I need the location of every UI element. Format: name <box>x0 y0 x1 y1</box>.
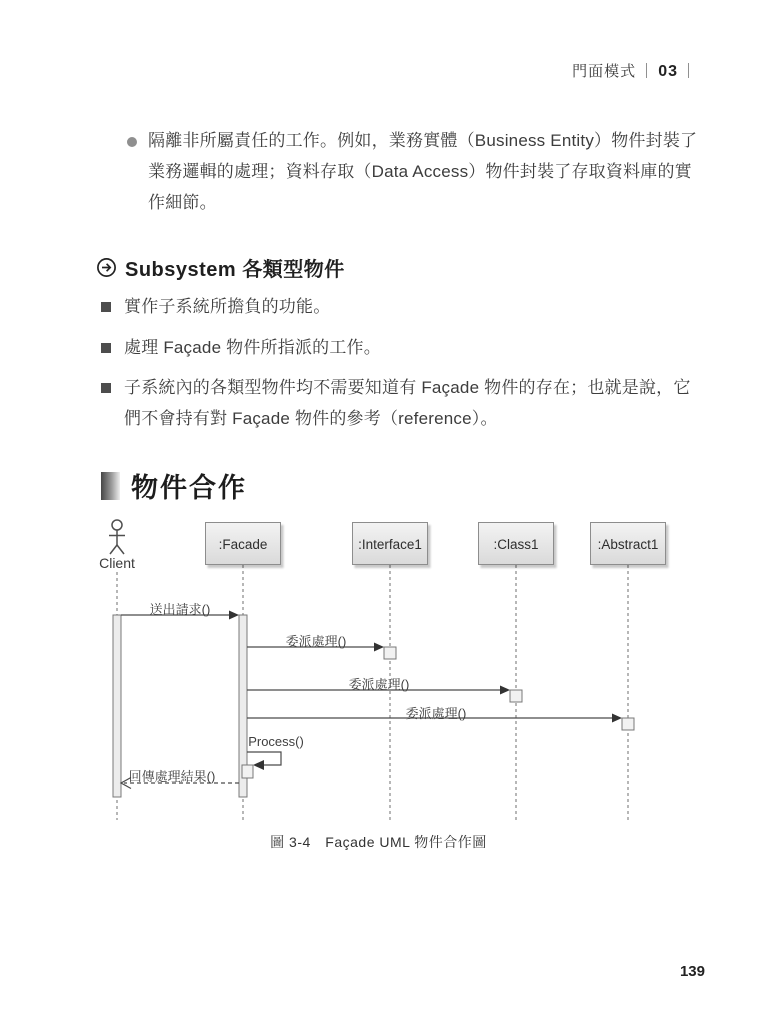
section-title: Subsystem 各類型物件 <box>125 259 345 281</box>
paragraph-line: 業務邏輯的處理；資料存取（Data Access）物件封裝了存取資料庫的實 <box>148 162 692 181</box>
uml-sequence-diagram <box>0 515 757 860</box>
circle-bullet-icon <box>127 137 137 147</box>
list-item-line: 處理 Façade 物件所指派的工作。 <box>124 338 381 357</box>
header-separator: ｜ <box>639 63 656 80</box>
message-label-1: 送出請求() <box>149 602 211 617</box>
square-bullet-icon <box>101 343 111 353</box>
actor-label: Client <box>99 555 135 571</box>
object-box-facade: :Facade <box>205 522 281 565</box>
header-separator: ｜ <box>680 63 697 80</box>
message-arrow-self-call <box>242 752 281 778</box>
subsystem-section-heading <box>96 253 345 282</box>
square-bullet-icon <box>101 302 111 312</box>
message-label-5: Process() <box>248 734 304 749</box>
actor-icon <box>109 520 125 554</box>
paragraph-line: 作細節。 <box>148 193 217 212</box>
arrow-in-circle-icon <box>96 257 117 278</box>
chapter-title: 門面模式 <box>572 63 637 80</box>
page-header <box>572 60 700 81</box>
gradient-block-icon <box>101 472 120 500</box>
message-label-2: 委派處理() <box>285 634 347 649</box>
figure-caption: 圖 3-4 Façade UML 物件合作圖 <box>270 834 487 850</box>
collaboration-section-title: 物件合作 <box>131 473 247 503</box>
message-label-3: 委派處理() <box>348 677 410 692</box>
object-box-interface1: :Interface1 <box>352 522 428 565</box>
list-item-line: 子系統內的各類型物件均不需要知道有 Façade 物件的存在；也就是說，它 <box>124 378 691 397</box>
paragraph-line: 隔離非所屬責任的工作。例如，業務實體（Business Entity）物件封裝了 <box>148 131 698 150</box>
message-label-4: 委派處理() <box>405 706 467 721</box>
chapter-number: 03 <box>658 63 678 80</box>
object-box-class1: :Class1 <box>478 522 554 565</box>
list-item-line: 實作子系統所擔負的功能。 <box>124 297 331 316</box>
object-box-abstract1: :Abstract1 <box>590 522 666 565</box>
message-label-6: 回傳處理結果() <box>128 769 216 784</box>
square-bullet-icon <box>101 383 111 393</box>
activation-bar-client <box>113 615 121 797</box>
list-item-line: 們不會持有對 Façade 物件的參考（reference）。 <box>124 409 498 428</box>
page-number: 139 <box>679 963 705 980</box>
